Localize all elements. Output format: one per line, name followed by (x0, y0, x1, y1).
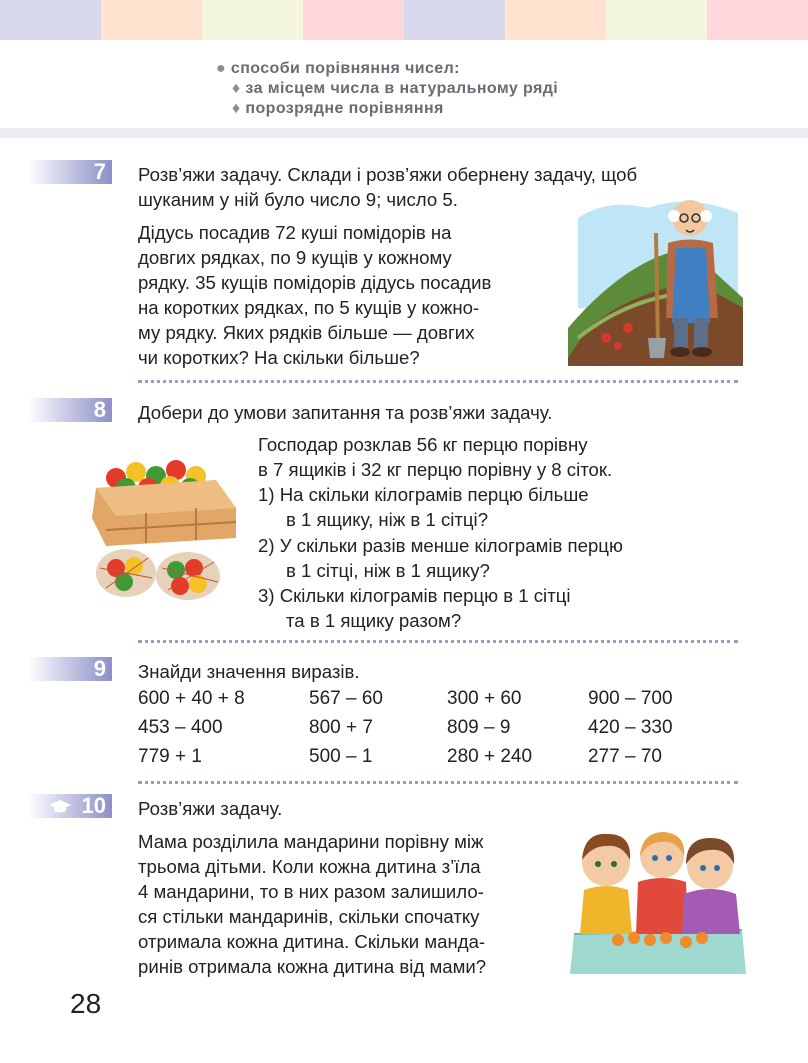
stripe (707, 0, 808, 40)
expression: 800 + 7 (309, 717, 373, 738)
diamond-bullet-icon: ♦ (232, 80, 246, 97)
task10-line: трьома дітьми. Коли кожна дитина з’їла (138, 856, 481, 877)
task7-line: шуканим у ній було число 9; число 5. (138, 189, 458, 210)
task8-question: 1) На скільки кілограмів перцю більше (258, 484, 589, 505)
task-number-badge: 8 (28, 398, 112, 422)
stripe (202, 0, 303, 40)
bullet-icon: ● (216, 60, 231, 77)
task8-question: в 1 сітці, ніж в 1 ящику? (286, 560, 490, 581)
topic-item: ♦ за місцем числа в натуральному ряді (232, 80, 559, 97)
expression: 300 + 60 (447, 688, 522, 709)
task7-line: рядку. 35 кущів помідорів дідусь посадив (138, 272, 492, 293)
topic-title: ● способи порівняння чисел: (216, 60, 460, 77)
task10-line: Мама розділила мандарини порівну між (138, 831, 484, 852)
stripe (0, 0, 101, 40)
task7-line: Дідусь посадив 72 куші помідорів на (138, 222, 452, 243)
task-number-badge: 10 (28, 794, 112, 818)
task10-line: ринів отримала кожна дитина від мами? (138, 956, 487, 977)
task8-question: 2) У скільки разів менше кілограмів перцю (258, 535, 623, 556)
task9-instruction: Знайди значення виразів. (138, 661, 360, 682)
task-number-badge: 7 (28, 160, 112, 184)
task8-line: Господар розклав 56 кг перцю порівну (258, 434, 588, 455)
task8-instruction: Добери до умови запитання та розв’яжи задачу. (138, 402, 553, 423)
dotted-divider (138, 640, 738, 643)
expression: 779 + 1 (138, 746, 202, 767)
expression: 600 + 40 + 8 (138, 688, 245, 709)
page-number: 28 (70, 988, 102, 1019)
task8-line: в 7 ящиків і 32 кг перцю порівну у 8 сіток. (258, 459, 613, 480)
expression: 277 – 70 (588, 746, 662, 767)
task7-line: довгих рядках, по 9 кущів у кожному (138, 247, 452, 268)
task10-line: отримала кожна дитина. Скільки манда- (138, 931, 486, 952)
expression: 500 – 1 (309, 746, 373, 767)
diamond-bullet-icon: ♦ (232, 100, 246, 117)
task7-line: Розв’яжи задачу. Склади і розв’яжи обернену задачу, щоб (138, 164, 638, 185)
stripe (606, 0, 707, 40)
stripe (101, 0, 202, 40)
task7-line: му рядку. Яких рядків більше — довгих (138, 322, 475, 343)
grandpa-garden-illustration (568, 188, 748, 368)
task10-line: 4 мандарини, то в них разом залишило- (138, 881, 484, 902)
children-tangerines-illustration (570, 826, 746, 974)
stripe (505, 0, 606, 40)
expression: 420 – 330 (588, 717, 673, 738)
task8-question: 3) Скільки кілограмів перцю в 1 сітці (258, 585, 571, 606)
task8-question: та в 1 ящику разом? (286, 610, 462, 631)
stripe (303, 0, 404, 40)
expression: 280 + 240 (447, 746, 533, 767)
expression: 567 – 60 (309, 688, 383, 709)
expression: 900 – 700 (588, 688, 673, 709)
peppers-crate-illustration (86, 458, 246, 608)
dotted-divider (138, 781, 738, 784)
task-number-badge: 9 (28, 657, 112, 681)
graduation-cap-icon (48, 799, 72, 815)
header-stripes (0, 0, 808, 40)
task8-question: в 1 ящику, ніж в 1 сітці? (286, 509, 489, 530)
task7-line: чи коротких? На скільки більше? (138, 347, 420, 368)
dotted-divider (138, 380, 738, 383)
header-divider (0, 128, 808, 138)
task10-line: ся стільки мандаринів, скільки спочатку (138, 906, 480, 927)
expression: 809 – 9 (447, 717, 511, 738)
expression: 453 – 400 (138, 717, 223, 738)
stripe (404, 0, 505, 40)
topic-item: ♦ порозрядне порівняння (232, 100, 444, 117)
task7-line: на коротких рядках, по 5 кущів у кожно- (138, 297, 480, 318)
task10-instruction: Розв’яжи задачу. (138, 798, 283, 819)
